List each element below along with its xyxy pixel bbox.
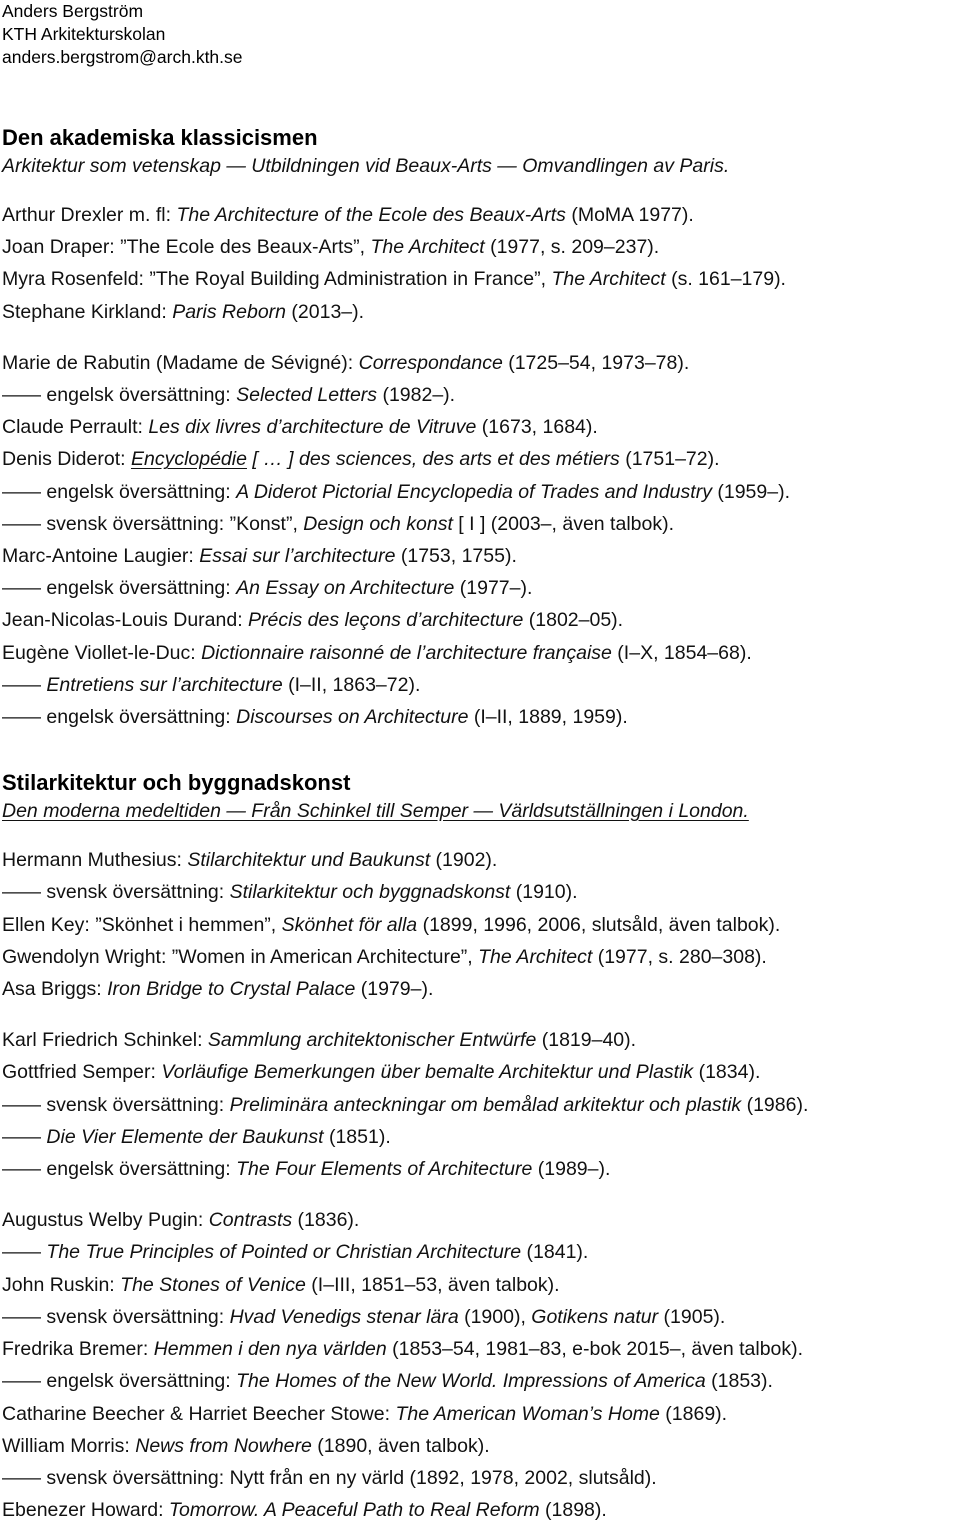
title-text: Discourses on Architecture [236, 706, 469, 729]
text-segment: Karl Friedrich Schinkel: [2, 1029, 208, 1052]
reference-line [2, 1301, 958, 1333]
text-segment: Denis Diderot: [2, 448, 131, 471]
reference-line [2, 1236, 958, 1268]
reference-group [2, 347, 958, 733]
author-name: Anders Bergström [2, 1, 144, 21]
text-segment: (s. 161–179). [665, 268, 786, 291]
text-segment: —— engelsk översättning: [2, 1370, 237, 1393]
title-text: Tomorrow. A Peaceful Path to Real Reform [168, 1499, 540, 1522]
reference-line [2, 604, 958, 636]
text-segment: (1673, 1684). [476, 416, 598, 439]
title-text: News from Nowhere [135, 1434, 312, 1457]
title-text: Hemmen i den nya världen [153, 1338, 387, 1361]
text-segment: —— engelsk översättning: [2, 706, 237, 729]
text-segment: Ebenezer Howard: [2, 1499, 169, 1522]
text-segment: (1853–54, 1981–83, e-bok 2015–, även talbok). [386, 1338, 804, 1361]
title-text: Correspondance [358, 351, 503, 374]
text-segment: John Ruskin: [2, 1273, 121, 1296]
reference-line [2, 379, 958, 411]
reference-line [2, 199, 958, 231]
text-segment: (1751–72). [619, 448, 720, 471]
text-segment: Jean-Nicolas-Louis Durand: [2, 609, 249, 632]
text-segment: Catharine Beecher & Harriet Beecher Stowe: [2, 1402, 396, 1425]
text-segment: (1982–). [377, 384, 456, 407]
title-text: The Architect [370, 236, 485, 259]
text-segment: (1834). [693, 1061, 761, 1084]
title-text: Encyclopédie [130, 448, 247, 471]
text-segment: Augustus Welby Pugin: [2, 1209, 209, 1232]
reference-line [2, 701, 958, 733]
text-segment: (MoMA 1977). [565, 204, 694, 226]
section-1-references [2, 199, 958, 733]
reference-line [2, 1494, 958, 1526]
reference-line [2, 347, 958, 379]
title-text: Paris Reborn [172, 300, 287, 323]
title-text: The Architect [551, 268, 666, 291]
reference-line [2, 1121, 958, 1153]
text-segment: —— svensk översättning: ”Konst”, [2, 512, 304, 535]
text-segment: Marc-Antoine Laugier: [2, 545, 200, 568]
text-segment: Myra Rosenfeld: ”The Royal Building Administration in France”, [2, 268, 552, 291]
title-text: Iron Bridge to Crystal Palace [107, 978, 356, 1001]
text-segment: (1898). [539, 1499, 607, 1522]
text-segment: Stephane Kirkland: [2, 300, 173, 323]
text-segment: (1959–). [711, 480, 791, 503]
title-text: Design och konst [303, 512, 453, 535]
title-text: The Stones of Venice [120, 1273, 306, 1296]
reference-line [2, 572, 958, 604]
text-segment: (2013–). [286, 300, 365, 323]
reference-group [2, 199, 958, 328]
title-text: Hvad Venedigs stenar lära [229, 1305, 459, 1328]
text-segment: (I–II, 1863–72). [282, 673, 421, 696]
text-segment: (1836). [292, 1209, 360, 1232]
text-segment: —— svensk översättning: Nytt från en ny värld (1892, 1978, 2002, slutsåld). [2, 1466, 657, 1489]
text-segment: —— [2, 673, 47, 696]
reference-line [2, 637, 958, 669]
text-segment: Arthur Drexler m. fl: [2, 204, 177, 226]
text-segment: Claude Perrault: [2, 416, 149, 439]
text-segment: (1819–40). [536, 1029, 637, 1052]
text-segment: [ I ] (2003–, även talbok). [452, 512, 675, 535]
text-segment: Joan Draper: ”The Ecole des Beaux-Arts”, [2, 236, 371, 259]
title-text: The True Principles of Pointed or Christian Architecture [46, 1241, 522, 1264]
section-subtitle-2: Den moderna medeltiden — Från Schinkel till Semper — Världsutställningen i London. [2, 800, 749, 823]
text-segment: —— svensk översättning: [2, 881, 230, 904]
reference-line [2, 231, 958, 263]
section-title-2: Stilarkitektur och byggnadskonst [2, 770, 351, 796]
reference-line [2, 540, 958, 572]
title-text: The Four Elements of Architecture [236, 1158, 533, 1181]
reference-line [2, 909, 958, 941]
reference-line [2, 1462, 958, 1494]
reference-line [2, 443, 958, 475]
reference-line [2, 1269, 958, 1301]
text-segment: (I–III, 1851–53, även talbok). [305, 1273, 560, 1296]
reference-line [2, 1430, 958, 1462]
reference-line [2, 1089, 958, 1121]
title-text: des sciences, des arts et des métiers [298, 448, 620, 471]
text-segment: (1986). [741, 1093, 809, 1116]
text-segment: (1841). [521, 1241, 589, 1264]
reference-group [2, 844, 958, 1005]
text-segment: —— engelsk översättning: [2, 1158, 237, 1181]
text-segment: —— engelsk översättning: [2, 577, 237, 600]
reference-line [2, 844, 958, 876]
title-text: Die Vier Elemente der Baukunst [46, 1125, 324, 1148]
text-segment: Gottfried Semper: [2, 1061, 162, 1084]
institution: KTH Arkitekturskolan [2, 24, 166, 44]
reference-line [2, 1398, 958, 1430]
author-email: anders.bergstrom@arch.kth.se [2, 47, 243, 67]
document-page [2, 0, 958, 1526]
text-segment: (1979–). [355, 978, 434, 1001]
title-text: Vorläufige Bemerkungen über bemalte Architektur und Plastik [161, 1061, 694, 1084]
reference-group [2, 1024, 958, 1185]
text-segment: (1851). [323, 1125, 391, 1148]
text-segment: —— svensk översättning: [2, 1093, 230, 1116]
text-segment: (I–II, 1889, 1959). [468, 706, 628, 729]
section-2-references [2, 844, 958, 1526]
text-segment: —— [2, 1241, 47, 1264]
text-segment: —— engelsk översättning: [2, 384, 237, 407]
text-segment: (1853). [705, 1370, 773, 1393]
author-header [2, 0, 958, 69]
title-text: [ … ] [246, 448, 299, 471]
title-text: Sammlung architektonischer Entwürfe [207, 1029, 537, 1052]
text-segment: (1977, s. 280–308). [592, 945, 767, 968]
reference-line [2, 941, 958, 973]
text-segment: (1753, 1755). [395, 545, 517, 568]
text-segment: (1977–). [454, 577, 533, 600]
reference-line [2, 669, 958, 701]
title-text: An Essay on Architecture [236, 577, 455, 600]
section-title-1: Den akademiska klassicismen [2, 125, 318, 150]
reference-line [2, 1365, 958, 1397]
title-text: The Architecture of the Ecole des Beaux-Arts [176, 204, 566, 226]
text-segment: Asa Briggs: [2, 978, 108, 1001]
reference-line [2, 1333, 958, 1365]
title-text: Preliminära anteckningar om bemålad arkitektur och plastik [229, 1093, 742, 1116]
text-segment: (1802–05). [523, 609, 624, 632]
text-segment: Ellen Key: ”Skönhet i hemmen”, [2, 913, 282, 936]
reference-line [2, 296, 958, 328]
reference-line [2, 1056, 958, 1088]
text-segment: (1899, 1996, 2006, slutsåld, även talbok). [417, 913, 781, 936]
text-segment: (I–X, 1854–68). [611, 641, 752, 664]
text-segment: (1900), [458, 1305, 532, 1328]
text-segment: (1977, s. 209–237). [484, 236, 660, 259]
title-text: The Homes of the New World. Impressions of America [236, 1370, 706, 1393]
text-segment: Gwendolyn Wright: ”Women in American Architecture”, [2, 945, 479, 968]
text-segment: —— [2, 1125, 47, 1148]
text-segment: Marie de Rabutin (Madame de Sévigné): [2, 351, 359, 374]
text-segment: (1902). [430, 849, 498, 872]
section-subtitle-1: Arkitektur som vetenskap — Utbildningen vid Beaux-Arts — Omvandlingen av Paris. [2, 155, 730, 177]
reference-line [2, 1024, 958, 1056]
reference-line [2, 876, 958, 908]
text-segment: —— svensk översättning: [2, 1305, 230, 1328]
text-segment: —— engelsk översättning: [2, 480, 237, 503]
title-text: Stilarkitektur och byggnadskonst [229, 881, 511, 904]
reference-line [2, 411, 958, 443]
title-text: Entretiens sur l’architecture [46, 673, 283, 696]
title-text: The American Woman’s Home [395, 1402, 660, 1425]
text-segment: (1869). [659, 1402, 728, 1425]
title-text: Dictionnaire raisonné de l’architecture française [201, 641, 612, 664]
text-segment: (1989–). [532, 1158, 611, 1181]
title-text: Selected Letters [236, 384, 378, 407]
reference-line [2, 1204, 958, 1236]
title-text: Contrasts [208, 1209, 293, 1232]
text-segment: (1910). [510, 881, 578, 904]
text-segment: Fredrika Bremer: [2, 1338, 154, 1361]
title-text: Les dix livres d’architecture de Vitruve [148, 416, 477, 439]
reference-line [2, 508, 958, 540]
title-text: Précis des leçons d’architecture [248, 609, 524, 632]
title-text: Skönhet för alla [281, 913, 418, 936]
text-segment: Hermann Muthesius: [2, 849, 188, 872]
reference-line [2, 973, 958, 1005]
title-text: A Diderot Pictorial Encyclopedia of Trades and Industry [236, 480, 712, 503]
title-text: Stilarchitektur und Baukunst [187, 849, 431, 872]
text-segment: (1890, även talbok). [311, 1434, 490, 1457]
reference-line [2, 476, 958, 508]
text-segment: (1725–54, 1973–78). [502, 351, 690, 374]
reference-line [2, 263, 958, 295]
text-segment: (1905). [658, 1305, 726, 1328]
reference-group [2, 1204, 958, 1526]
title-text: The Architect [478, 945, 593, 968]
reference-line [2, 1153, 958, 1185]
text-segment: William Morris: [2, 1434, 136, 1457]
text-segment: Eugène Viollet-le-Duc: [2, 641, 202, 664]
title-text: Essai sur l’architecture [199, 545, 396, 568]
title-text: Gotikens natur [531, 1305, 659, 1328]
